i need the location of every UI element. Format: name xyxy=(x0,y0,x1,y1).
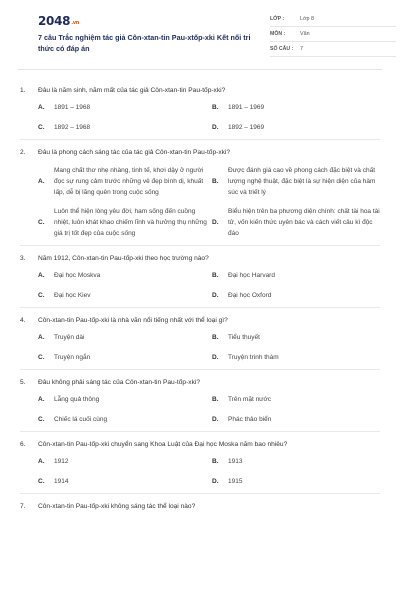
question-text: Côn-xtan-tin Pau-tốp-xki chuyển sang Khoa Luật của Đại học Moska năm bao nhiêu? xyxy=(38,441,288,448)
option-letter: C. xyxy=(38,124,45,131)
option-letter: D. xyxy=(212,292,219,299)
option-text: Luôn thể hiện lòng yêu đời, ham sống đến cuồng nhiệt, luôn khát khao chiếm lĩnh và hưởng thụ những giá trị tốt đẹp của cuộc sống xyxy=(54,208,207,237)
option-c[interactable] xyxy=(38,477,210,487)
option-text: Đại học Oxford xyxy=(228,292,272,299)
option-letter: A. xyxy=(38,334,45,341)
option-a[interactable] xyxy=(38,271,210,281)
option-letter: A. xyxy=(38,104,45,111)
meta-value: Văn xyxy=(300,31,310,37)
option-text: Phác thảo biển xyxy=(228,416,272,423)
option-c[interactable] xyxy=(38,206,210,239)
option-text: 1915 xyxy=(228,478,243,485)
option-text: 1913 xyxy=(228,458,243,465)
option-b[interactable] xyxy=(212,271,384,281)
option-text: 1892 – 1969 xyxy=(228,124,265,131)
option-b[interactable] xyxy=(212,103,384,113)
option-b[interactable] xyxy=(212,457,384,467)
option-letter: D. xyxy=(212,124,219,131)
question-text: Đâu không phải sáng tác của Côn-xtan-tin Pau-tốp-xki? xyxy=(38,379,201,386)
option-letter: B. xyxy=(212,396,219,403)
option-letter: B. xyxy=(212,104,219,111)
question-text: Côn-xtan-tin Pau-tốp-xki là nhà văn nổi tiếng nhất với thể loại gì? xyxy=(38,317,228,324)
option-text: Truyện dài xyxy=(54,334,85,341)
logo-main: 2048 xyxy=(38,14,71,28)
option-text: Trên mặt nước xyxy=(228,396,272,403)
option-b[interactable] xyxy=(212,333,384,343)
question-number: 6. xyxy=(20,441,26,448)
site-logo[interactable] xyxy=(38,14,79,28)
option-letter: B. xyxy=(212,458,219,465)
option-a[interactable] xyxy=(38,165,210,198)
meta-row-subject xyxy=(270,27,396,42)
option-a[interactable] xyxy=(38,457,210,467)
option-grid xyxy=(20,457,380,487)
question-number: 1. xyxy=(20,87,26,94)
option-c[interactable] xyxy=(38,353,210,363)
meta-key: SỐ CÂU : xyxy=(270,46,294,52)
option-letter: D. xyxy=(212,416,219,423)
option-d[interactable] xyxy=(212,291,384,301)
option-grid xyxy=(20,165,380,239)
option-grid xyxy=(20,395,380,425)
option-letter: A. xyxy=(38,177,45,185)
option-text: Truyện ngắn xyxy=(54,354,91,361)
logo-suffix: .vn xyxy=(71,20,80,26)
option-letter: C. xyxy=(38,478,45,485)
meta-key: MÔN : xyxy=(270,31,286,37)
option-text: 1891 – 1969 xyxy=(228,104,265,111)
option-text: Truyện trinh thám xyxy=(228,354,279,361)
meta-value: Lớp 8 xyxy=(300,16,315,22)
option-a[interactable] xyxy=(38,333,210,343)
option-letter: C. xyxy=(38,292,45,299)
question-number: 4. xyxy=(20,317,26,324)
option-letter: A. xyxy=(38,396,45,403)
option-letter: A. xyxy=(38,458,45,465)
option-letter: D. xyxy=(212,478,219,485)
meta-row-class xyxy=(270,12,396,27)
option-text: Đại học Harvard xyxy=(228,272,275,279)
question-text: Côn-xtan-tin Pau-tốp-xki không sáng tác thể loại nào? xyxy=(38,503,196,510)
question-text: Đâu là năm sinh, năm mất của tác giả Côn-xtan-tin Pau-tốp-xki? xyxy=(38,87,226,94)
option-letter: C. xyxy=(38,354,45,361)
option-letter: B. xyxy=(212,272,219,279)
question-number: 2. xyxy=(20,149,26,156)
option-text: 1891 – 1968 xyxy=(54,104,91,111)
option-d[interactable] xyxy=(212,415,384,425)
meta-value: 7 xyxy=(300,46,303,52)
option-letter: C. xyxy=(38,218,45,226)
option-grid xyxy=(20,333,380,363)
option-text: Biểu hiện trên ba phương diện chính: chất tài hoa tài tử, vốn kiến thức uyên bác và cách viết câu kì độc đáo xyxy=(228,208,380,237)
option-a[interactable] xyxy=(38,103,210,113)
option-text: Được đánh giá cao về phong cách đặc biệt và chất lượng nghệ thuật, đặc biệt là sự hiện diện của hàm súc và triết lý xyxy=(228,167,376,196)
option-text: Mang chất thơ nhẹ nhàng, tinh tế, khơi dậy ở người đọc sự rung cảm trước những vẻ đẹp bình dị, khuất lấp, dễ bị lãng quên trong cuộc sống xyxy=(54,167,204,196)
option-text: 1912 xyxy=(54,458,69,465)
option-a[interactable] xyxy=(38,395,210,405)
option-c[interactable] xyxy=(38,415,210,425)
question-3 xyxy=(20,246,380,308)
question-7 xyxy=(20,494,380,525)
option-letter: B. xyxy=(212,334,219,341)
option-letter: B. xyxy=(212,177,219,185)
option-text: Chiếc lá cuối cùng xyxy=(54,416,108,423)
option-b[interactable] xyxy=(212,165,384,198)
option-letter: A. xyxy=(38,272,45,279)
option-text: Đại học Kiev xyxy=(54,292,91,299)
question-number: 3. xyxy=(20,255,26,262)
question-6 xyxy=(20,432,380,494)
question-text: Đâu là phong cách sáng tác của tác giả Côn-xtan-tin Pau-tốp-xki? xyxy=(38,149,231,156)
question-list xyxy=(20,78,380,525)
question-4 xyxy=(20,308,380,370)
option-text: Lẵng quả thông xyxy=(54,396,100,403)
question-number: 5. xyxy=(20,379,26,386)
question-2 xyxy=(20,140,380,246)
option-letter: D. xyxy=(212,354,219,361)
meta-key: LỚP : xyxy=(270,16,285,22)
meta-row-count xyxy=(270,42,396,57)
option-d[interactable] xyxy=(212,353,384,363)
document-header xyxy=(18,0,382,70)
question-number: 7. xyxy=(20,503,26,510)
option-grid xyxy=(20,103,380,133)
option-text: Tiểu thuyết xyxy=(228,334,260,341)
option-c[interactable] xyxy=(38,123,210,133)
option-d[interactable] xyxy=(212,123,384,133)
option-grid xyxy=(20,271,380,301)
question-5 xyxy=(20,370,380,432)
option-letter: C. xyxy=(38,416,45,423)
question-text: Năm 1912, Côn-xtan-tin Pau-tốp-xki theo học trường nào? xyxy=(38,255,209,262)
option-text: 1914 xyxy=(54,478,69,485)
option-text: 1892 – 1968 xyxy=(54,124,91,131)
option-b[interactable] xyxy=(212,395,384,405)
option-d[interactable] xyxy=(212,477,384,487)
option-d[interactable] xyxy=(212,206,384,239)
question-1 xyxy=(20,78,380,140)
option-c[interactable] xyxy=(38,291,210,301)
meta-panel xyxy=(270,12,396,57)
option-letter: D. xyxy=(212,218,219,226)
page-title: 7 câu Trắc nghiệm tác giả Côn-xtan-tin Pau-xtốp-xki Kết nối tri thức có đáp án xyxy=(38,33,251,53)
option-text: Đại học Moskva xyxy=(54,272,101,279)
